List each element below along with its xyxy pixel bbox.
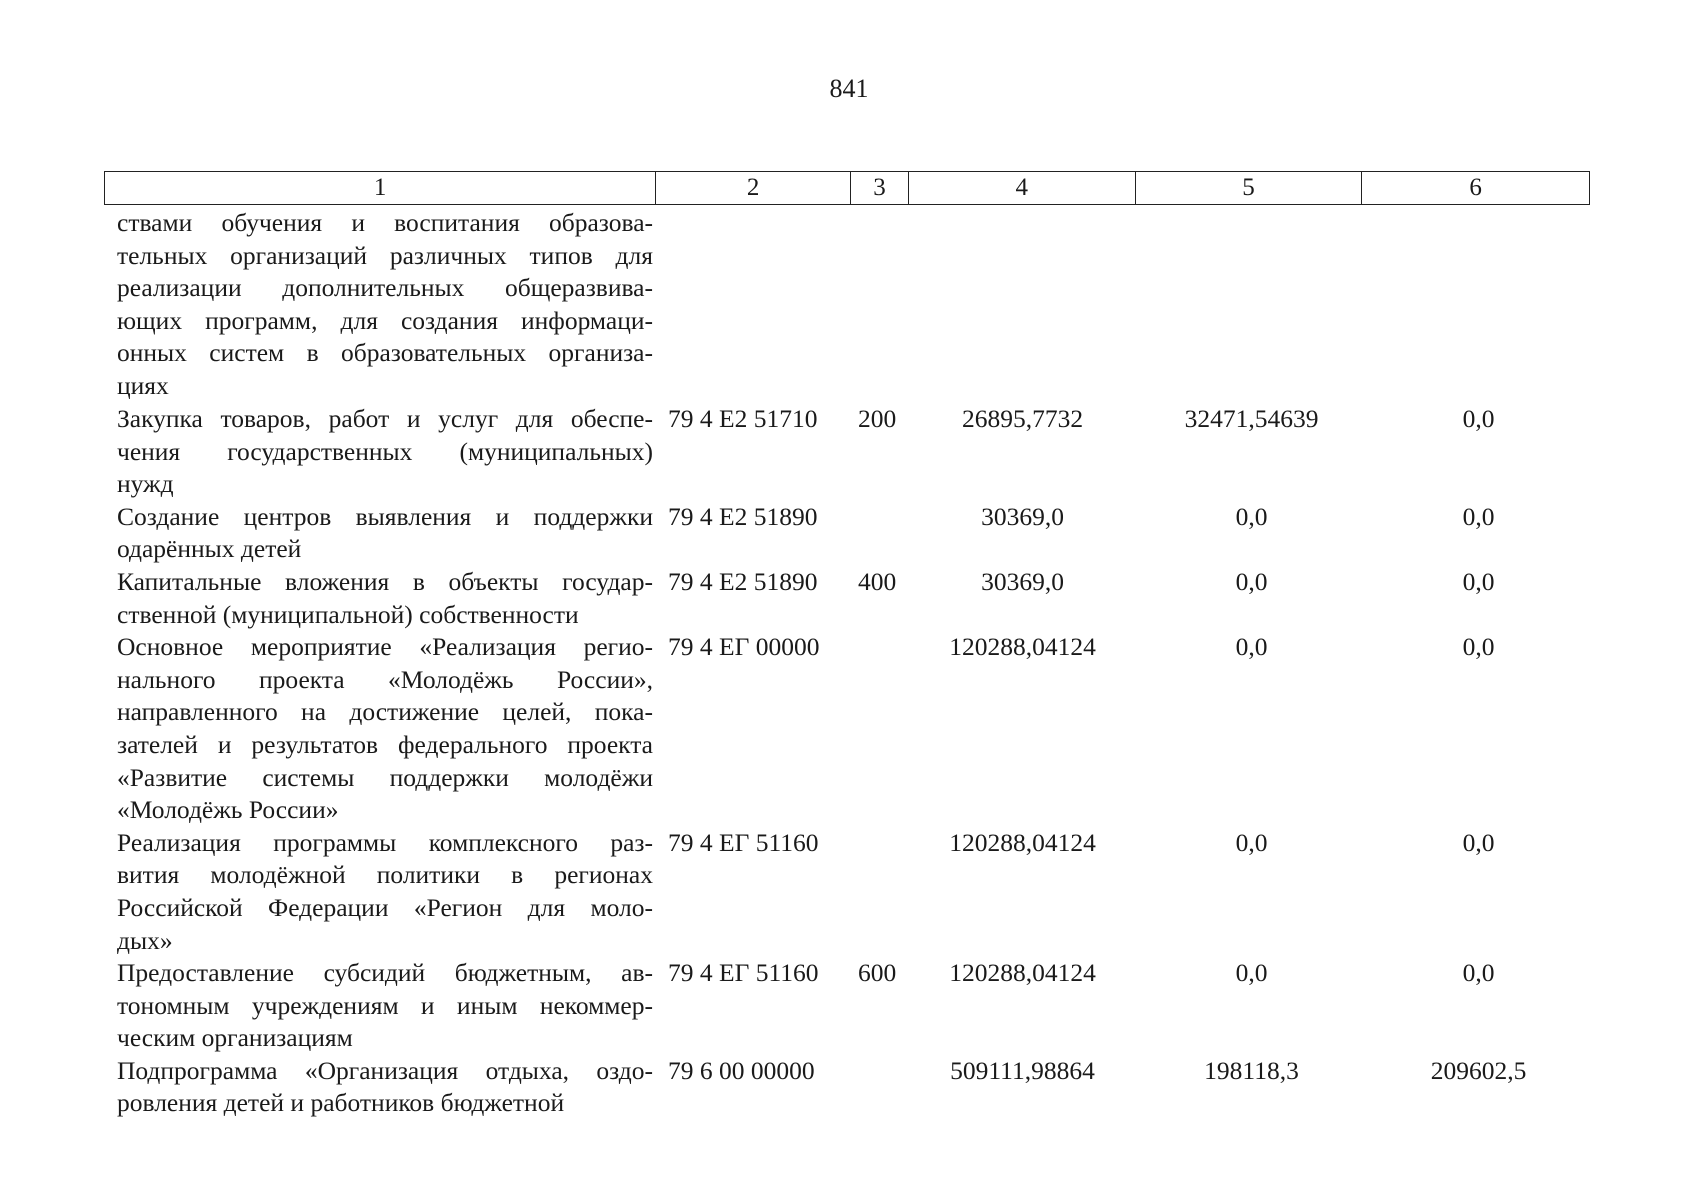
row-expense-type: 400 [858,566,897,596]
table-row [104,631,1590,827]
row-value-6: 0,0 [1462,958,1495,988]
row-value-6: 0,0 [1462,501,1495,531]
description-line: реализации дополнительных общеразвива- [117,273,653,303]
row-description [104,827,656,957]
description-line: чения государственных (муниципальных) [117,436,653,466]
row-value-4: 30369,0 [981,501,1064,531]
row-expense-type [851,501,909,566]
row-code: 79 4 E2 51890 [668,566,818,596]
row-code: 79 6 00 00000 [668,1055,815,1085]
row-value-5 [1136,207,1363,403]
table-row [104,957,1590,1055]
row-code: 79 4 ЕГ 51160 [668,958,819,988]
row-expense-type [851,1055,909,1120]
description-line: направленного на достижение целей, пока- [117,697,653,727]
description-line: циях [117,370,169,400]
table-row [104,1055,1590,1120]
description-line: Российской Федерации «Регион для моло- [117,892,653,922]
row-code [656,207,851,403]
table-row [104,403,1590,501]
row-value-4: 120288,04124 [949,958,1096,988]
table-row [104,566,1590,631]
row-code: 79 4 ЕГ 00000 [668,632,820,662]
row-description [104,957,656,1055]
row-value-6: 0,0 [1462,827,1495,857]
page-number: 841 [829,74,869,103]
description-line: нального проекта «Молодёжь России», [117,664,653,694]
row-code: 79 4 ЕГ 51160 [668,827,819,857]
row-value-4 [909,207,1136,403]
description-line: Закупка товаров, работ и услуг для обеспе- [117,404,653,433]
description-line: Реализация программы комплексного раз- [117,827,653,857]
row-description [104,403,656,501]
table-row [104,501,1590,566]
row-description [104,566,656,631]
row-value-4: 120288,04124 [949,632,1096,662]
row-expense-type [851,827,909,957]
description-line: ческим организациям [117,1023,353,1053]
row-value-4: 30369,0 [981,566,1064,596]
row-code: 79 4 E2 51710 [668,404,818,433]
row-value-6 [1363,207,1590,403]
row-value-4: 509111,98864 [950,1055,1095,1085]
row-value-6: 0,0 [1462,632,1495,662]
description-line: Капитальные вложения в объекты государ- [117,566,653,596]
description-line: ющих программ, для создания информаци- [117,305,653,335]
description-line: Создание центров выявления и поддержки [117,501,653,531]
row-expense-type [851,207,909,403]
description-line: ствами обучения и воспитания образова- [117,208,653,237]
description-line: Подпрограмма «Организация отдыха, оздо- [117,1055,653,1085]
description-line: вития молодёжной политики в регионах [117,860,653,890]
description-line: онных систем в образовательных организа- [117,338,653,368]
table-header [104,171,1590,205]
header-col-2: 2 [656,172,851,204]
description-line: «Молодёжь России» [117,795,339,825]
row-description [104,207,656,403]
row-expense-type [851,631,909,827]
row-description [104,1055,656,1120]
description-line: «Развитие системы поддержки молодёжи [117,762,653,792]
header-col-6: 6 [1469,174,1482,201]
description-line: тономным учреждениям и иным некоммер- [117,990,653,1020]
row-value-4: 26895,7732 [961,404,1084,433]
row-value-6: 0,0 [1462,566,1495,596]
table-body [104,207,1590,1120]
row-code: 79 4 E2 51890 [668,501,818,531]
header-col-5: 5 [1136,172,1363,204]
row-value-6: 0,0 [1462,404,1495,433]
header-col-1: 1 [105,172,656,204]
table-row [104,207,1590,403]
description-line: нужд [117,469,174,499]
row-value-5: 0,0 [1235,958,1268,988]
row-expense-type: 200 [858,404,897,433]
row-expense-type: 600 [858,958,897,988]
description-line: Предоставление субсидий бюджетным, ав- [117,958,653,988]
description-line: дых» [117,925,173,955]
row-value-6: 209602,5 [1430,1055,1527,1085]
row-value-5: 0,0 [1235,632,1268,662]
row-description [104,501,656,566]
row-value-5: 32471,54639 [1184,404,1319,433]
table-row [104,827,1590,957]
row-description [104,631,656,827]
header-col-4: 4 [909,172,1136,204]
row-value-5: 0,0 [1235,566,1268,596]
row-value-5: 0,0 [1235,501,1268,531]
row-value-4: 120288,04124 [949,827,1096,857]
row-value-5: 0,0 [1235,827,1268,857]
description-line: Основное мероприятие «Реализация регио- [117,632,653,662]
description-line: ровления детей и работников бюджетной [117,1088,565,1118]
header-col-3: 3 [851,172,909,204]
description-line: ственной (муниципальной) собственности [117,599,579,629]
description-line: зателей и результатов федерального проекта [117,729,653,759]
description-line: тельных организаций различных типов для [117,240,653,270]
description-line: одарённых детей [117,534,302,564]
row-value-5: 198118,3 [1204,1055,1299,1085]
